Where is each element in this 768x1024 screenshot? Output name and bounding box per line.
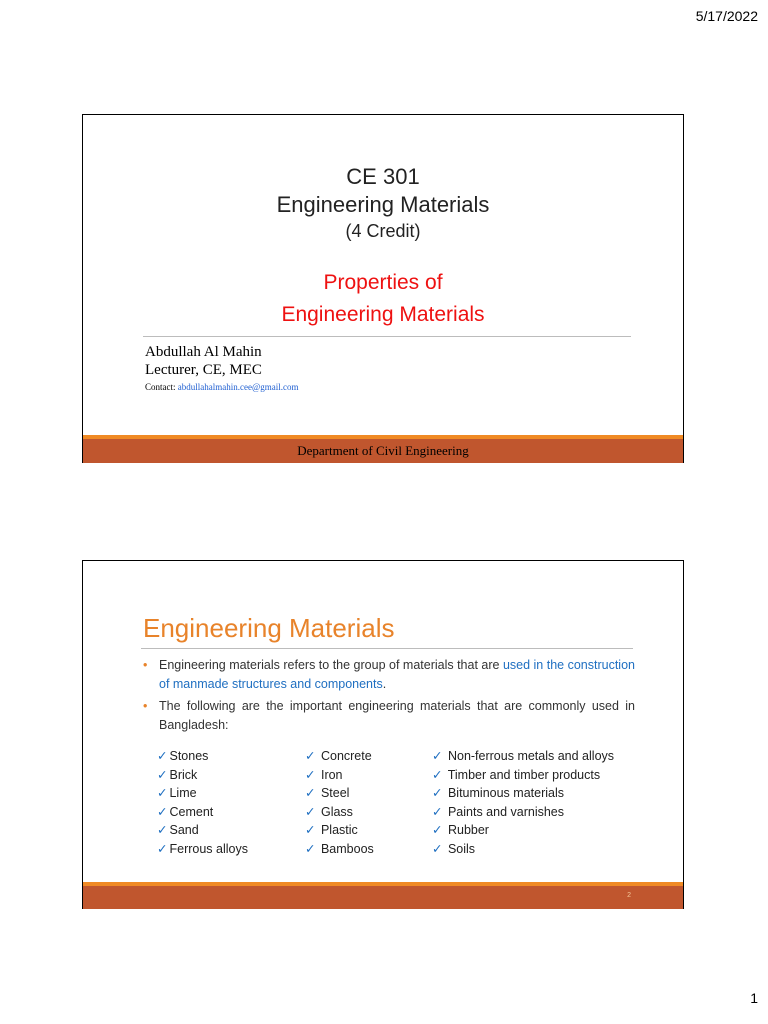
list-item: ✓ Bamboos xyxy=(305,841,374,856)
list-item: ✓ Paints and varnishes xyxy=(432,804,565,819)
checkmark-icon: ✓ xyxy=(305,804,316,819)
checkmark-icon: ✓ xyxy=(157,804,168,819)
title-slide xyxy=(82,114,684,463)
checkmark-icon: ✓ xyxy=(157,749,168,763)
list-item: ✓ Brick xyxy=(157,767,198,782)
slide-title: Engineering Materials xyxy=(143,613,395,643)
bullet-item xyxy=(143,656,635,694)
list-item: ✓ Rubber xyxy=(432,823,489,838)
checkmark-icon: ✓ xyxy=(157,823,168,838)
bullet-text: Engineering materials refers to the group of materials that are xyxy=(159,658,503,672)
checkmark-icon: ✓ xyxy=(432,841,443,856)
contact-email-link[interactable]: abdullahalmahin.cee@gmail.com xyxy=(177,382,299,392)
divider xyxy=(141,648,633,649)
checkmark-icon: ✓ xyxy=(432,749,443,763)
list-item: ✓ Non-ferrous metals and alloys xyxy=(432,749,615,763)
checkmark-icon: ✓ xyxy=(305,767,316,782)
list-item: ✓ Soils xyxy=(432,841,476,856)
bullet-suffix: . xyxy=(382,677,387,691)
checkmark-icon: ✓ xyxy=(157,767,168,782)
bullet-icon: • xyxy=(143,658,148,672)
topic-line-1: Properties of xyxy=(323,271,443,294)
bullet-text: The following are the important engineering materials that are commonly used in Bangladesh: xyxy=(159,699,635,732)
list-item: ✓ Ferrous alloys xyxy=(157,841,248,856)
topic-line-2: Engineering Materials xyxy=(281,303,485,326)
contact-label: Contact: xyxy=(145,382,176,392)
checkmark-icon: ✓ xyxy=(432,804,443,819)
author-name: Abdullah Al Mahin xyxy=(145,344,262,360)
content-slide xyxy=(82,560,684,909)
checkmark-icon: ✓ xyxy=(305,749,316,763)
list-item: ✓ Sand xyxy=(157,823,199,838)
checkmark-icon: ✓ xyxy=(432,767,443,782)
footer-bar xyxy=(83,886,683,909)
department-label: Department of Civil Engineering xyxy=(297,443,469,458)
slide-number: 2 xyxy=(627,892,631,899)
list-item: ✓ Glass xyxy=(305,804,353,819)
checkmark-icon: ✓ xyxy=(432,786,443,801)
checkmark-icon: ✓ xyxy=(305,786,316,801)
list-item: ✓ Lime xyxy=(157,786,197,801)
page-number: 1 xyxy=(750,990,758,1006)
list-item: ✓ Concrete xyxy=(305,749,372,763)
checkmark-icon: ✓ xyxy=(432,823,443,838)
list-item: ✓ Cement xyxy=(157,804,214,819)
materials-column-2 xyxy=(305,747,374,859)
bullet-highlight: used in the construction of manmade structures and components xyxy=(159,658,635,691)
author-role: Lecturer, CE, MEC xyxy=(145,362,262,378)
list-item: ✓ Plastic xyxy=(305,823,358,838)
course-credit: (4 Credit) xyxy=(345,221,421,241)
bullet-icon: • xyxy=(143,699,148,713)
footer-bar xyxy=(83,439,683,463)
course-name: Engineering Materials xyxy=(276,192,490,217)
list-item: ✓ Iron xyxy=(305,767,343,782)
materials-column-1 xyxy=(157,747,248,859)
list-item: ✓ Steel xyxy=(305,786,350,801)
list-item: ✓ Bituminous materials xyxy=(432,786,564,801)
checkmark-icon: ✓ xyxy=(305,841,316,856)
bullet-item xyxy=(143,697,635,735)
checkmark-icon: ✓ xyxy=(305,823,316,838)
materials-column-3 xyxy=(432,747,614,859)
divider xyxy=(143,336,631,337)
list-item: ✓ Stones xyxy=(157,749,209,763)
print-date: 5/17/2022 xyxy=(695,8,758,24)
contact-line xyxy=(145,381,299,393)
bullet-list xyxy=(143,656,635,738)
checkmark-icon: ✓ xyxy=(157,786,168,801)
list-item: ✓ Timber and timber products xyxy=(432,767,601,782)
checkmark-icon: ✓ xyxy=(157,841,168,856)
course-code: CE 301 xyxy=(346,164,420,189)
